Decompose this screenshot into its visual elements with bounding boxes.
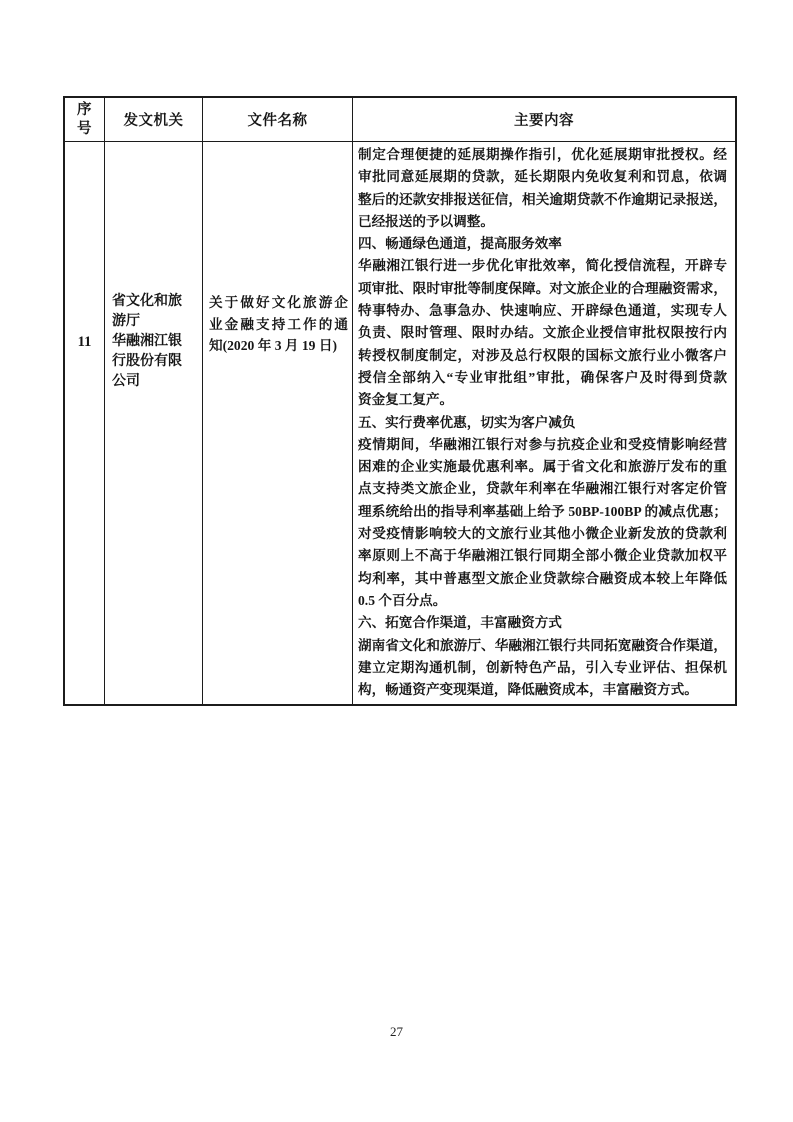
content-line: 转授权制度制定，对涉及总行权限的国标文旅行业小微客户 — [358, 347, 727, 363]
content-line: 整后的还款安排报送征信，相关逾期贷款不作逾期记录报送， — [358, 191, 727, 207]
content-line: 华融湘江银行进一步优化审批效率，简化授信流程，开辟专 — [358, 258, 727, 274]
content-line: 困难的企业实施最优惠利率。属于省文化和旅游厅发布的重 — [358, 459, 727, 475]
header-cell-seq — [65, 98, 105, 141]
content-section-heading: 四、畅通绿色通道，提高服务效率 — [358, 236, 562, 252]
header-label-agency: 发文机关 — [123, 113, 184, 129]
header-label-content: 主要内容 — [514, 113, 574, 129]
content-line: 理系统给出的指导利率基础上给予 50BP-100BP 的减点优惠； — [358, 503, 727, 519]
documents-table — [63, 96, 737, 706]
content-line: 建立定期沟通机制，创新特色产品，引入专业评估、担保机 — [358, 659, 727, 675]
title-line: 知(2020 年 3 月 19 日) — [209, 338, 337, 353]
header-label-seq: 序号 — [77, 101, 92, 137]
cell-agency — [105, 142, 203, 704]
title-line: 业金融支持工作的通 — [209, 316, 348, 332]
agency-line: 游厅 — [112, 314, 140, 329]
content-line: 疫情期间，华融湘江银行对参与抗疫企业和受疫情影响经营 — [358, 436, 727, 452]
content-section-heading: 五、实行费率优惠，切实为客户减负 — [358, 414, 576, 430]
cell-seq — [65, 142, 105, 704]
content-line: 制定合理便捷的延展期操作指引，优化延展期审批授权。经 — [358, 147, 727, 162]
header-cell-title — [203, 98, 353, 141]
header-cell-content — [353, 98, 735, 141]
content-line: 已经报送的予以调整。 — [358, 213, 494, 229]
content-line: 审批同意延展期的贷款，延长期限内免收复利和罚息，依调 — [358, 169, 727, 185]
content-section-heading: 六、拓宽合作渠道，丰富融资方式 — [358, 615, 562, 631]
title-text-block — [203, 292, 352, 357]
table-data-row — [65, 142, 735, 704]
title-line: 关于做好文化旅游企 — [209, 295, 348, 310]
content-line: 点支持类文旅企业，贷款年利率在华融湘江银行对客定价管 — [358, 481, 727, 497]
agency-line: 行股份有限 — [112, 354, 182, 369]
content-line: 率原则上不高于华融湘江银行同期全部小微企业贷款加权平 — [358, 548, 727, 564]
content-line: 均利率，其中普惠型文旅企业贷款综合融资成本较上年降低 — [358, 570, 727, 586]
content-line: 对受疫情影响较大的文旅行业其他小微企业新发放的贷款利 — [358, 526, 727, 542]
seq-number: 11 — [77, 334, 92, 350]
header-cell-agency — [105, 98, 203, 141]
content-line: 湖南省文化和旅游厅、华融湘江银行共同拓宽融资合作渠道， — [358, 637, 727, 653]
content-line: 特事特办、急事急办、快速响应、开辟绿色通道，实现专人 — [358, 303, 727, 319]
content-line: 项审批、限时审批等制度保障。对文旅企业的合理融资需求， — [358, 280, 727, 296]
content-text-block — [353, 142, 735, 701]
content-line: 0.5 个百分点。 — [358, 592, 447, 608]
agency-line: 公司 — [112, 374, 140, 389]
header-label-title: 文件名称 — [247, 113, 308, 129]
content-line: 授信全部纳入“专业审批组”审批，确保客户及时得到贷款 — [358, 369, 727, 385]
agency-line: 省文化和旅 — [112, 294, 182, 309]
cell-content — [353, 142, 735, 704]
cell-title — [203, 142, 353, 704]
agency-text-block — [105, 292, 202, 392]
content-line: 构，畅通资产变现渠道，降低融资成本，丰富融资方式。 — [358, 682, 698, 698]
agency-line: 华融湘江银 — [112, 334, 182, 349]
content-line: 负责、限时管理、限时办结。文旅企业授信审批权限按行内 — [358, 325, 727, 341]
content-line: 资金复工复产。 — [358, 392, 454, 408]
table-header-row — [65, 98, 735, 142]
page-number: 27 — [390, 1024, 403, 1039]
